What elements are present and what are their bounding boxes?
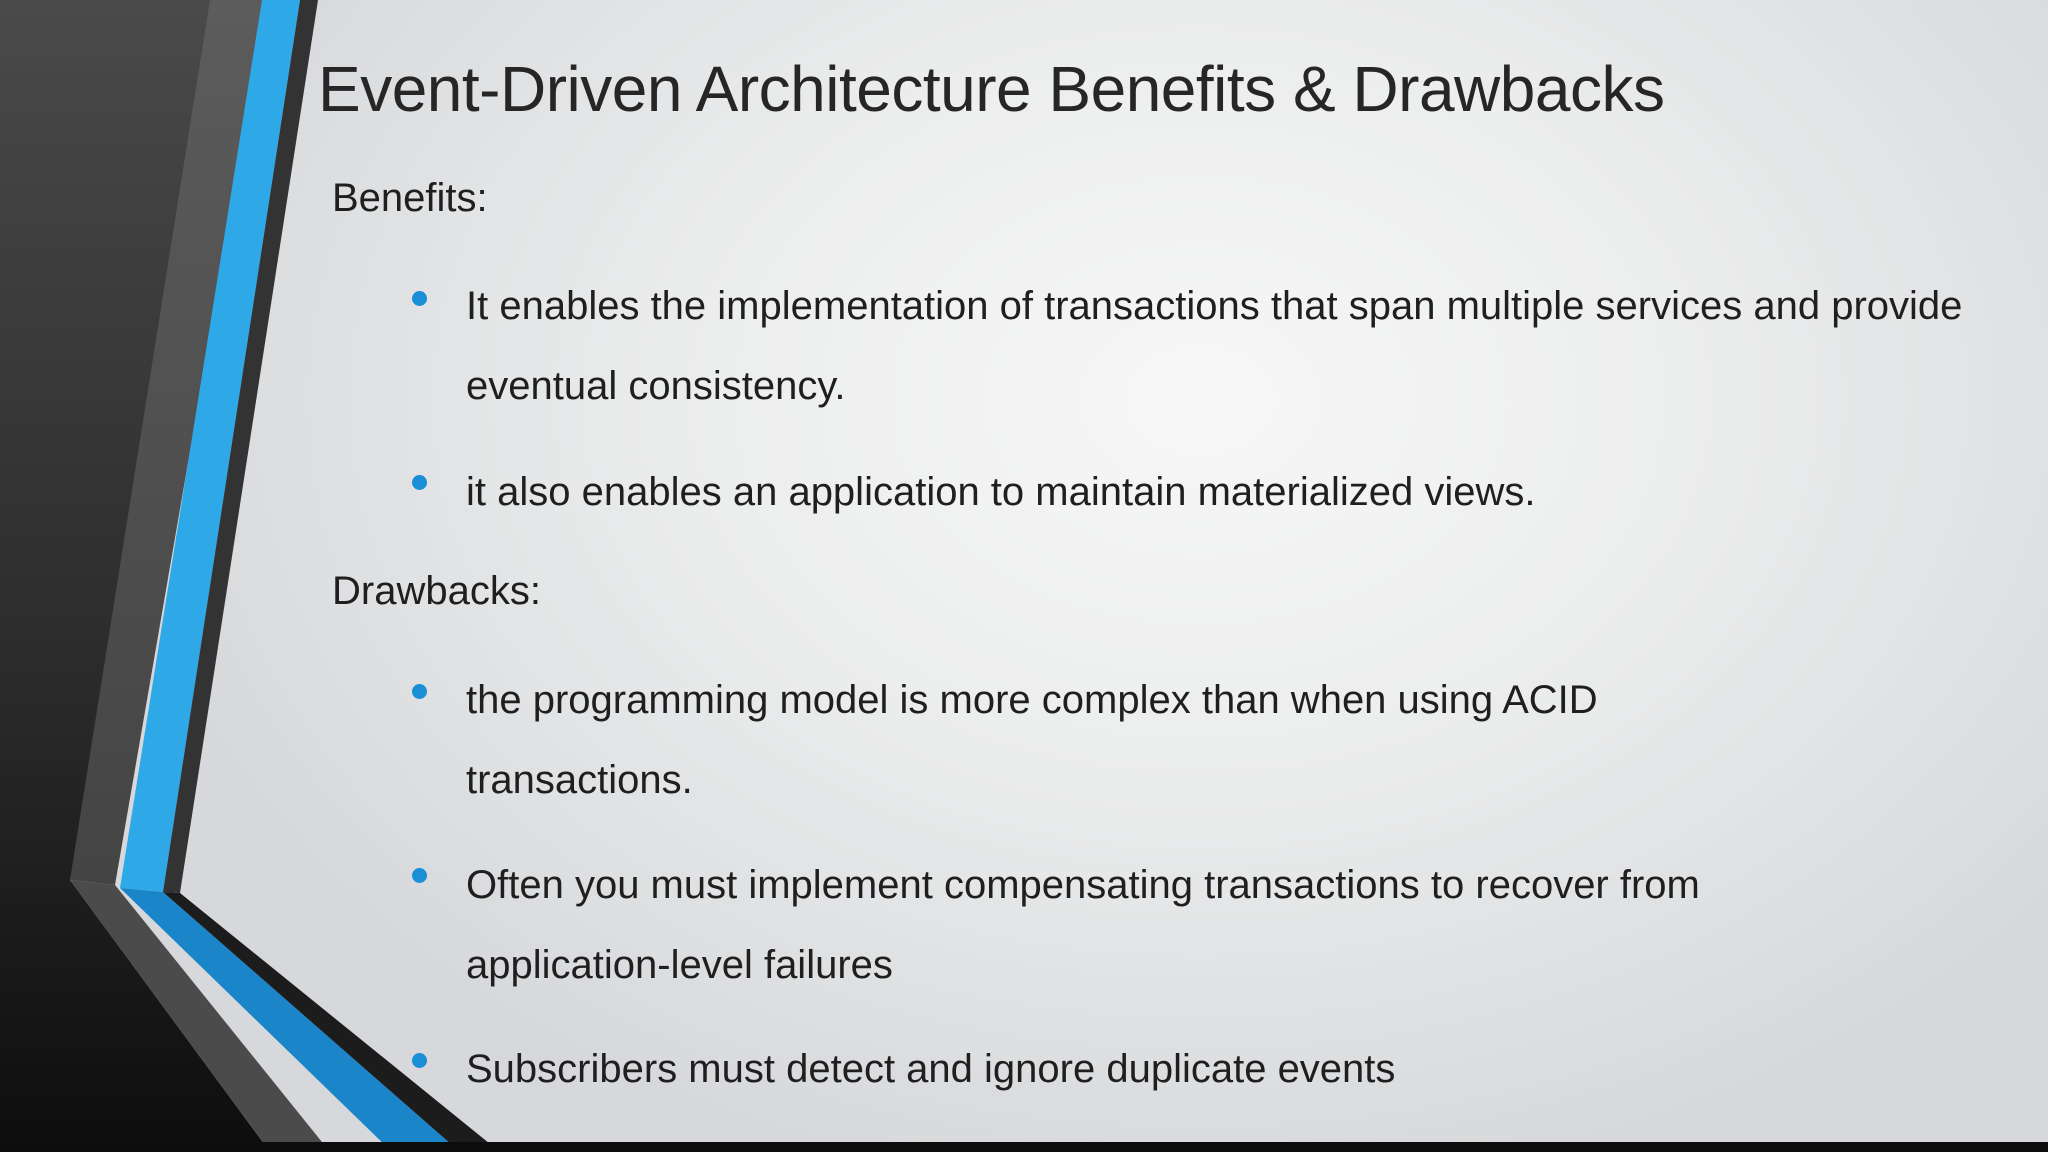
bullet-dot bbox=[412, 868, 427, 883]
drawback-item: Subscribers must detect and ignore duplicate events bbox=[466, 1047, 1396, 1091]
bullet-dot bbox=[412, 684, 427, 699]
drawback-item: the programming model is more complex than when using ACID transactions. bbox=[466, 678, 1598, 802]
bullet-dot bbox=[412, 291, 427, 306]
bullet-dot bbox=[412, 475, 427, 490]
drawbacks-heading: Drawbacks: bbox=[332, 569, 541, 613]
benefit-item: It enables the implementation of transactions that span multiple services and provide eventual consistency. bbox=[466, 284, 1963, 408]
benefit-item: it also enables an application to maintain materialized views. bbox=[466, 470, 1536, 514]
drawback-item: Often you must implement compensating transactions to recover from application-level failures bbox=[466, 863, 1700, 987]
benefits-heading: Benefits: bbox=[332, 176, 488, 220]
bullet-dot bbox=[412, 1053, 427, 1068]
bottom-bar bbox=[0, 1142, 2048, 1152]
slide-title: Event-Driven Architecture Benefits & Drawbacks bbox=[318, 53, 1665, 125]
